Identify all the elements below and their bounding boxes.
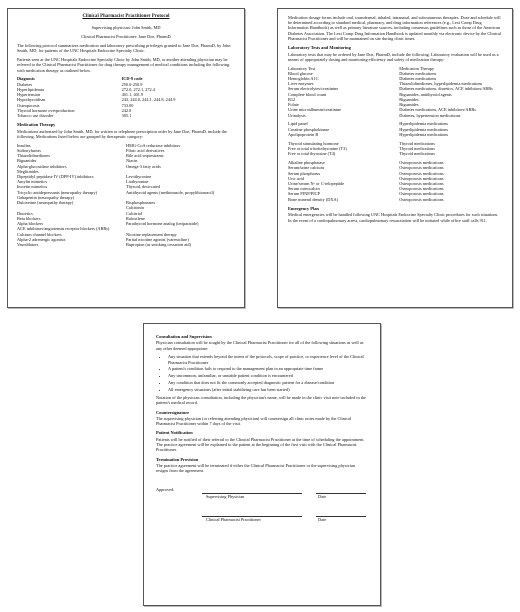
medication-row-col1: Alpha-2 adrenergic agonists bbox=[17, 236, 66, 242]
lab-row-col1: Creatine phosphokinase bbox=[288, 126, 330, 132]
lab-row-col1: Hemoglobin A1C bbox=[288, 75, 319, 81]
lab-row-col2: Thyroid medications bbox=[399, 145, 435, 151]
medication-row-col2: Levothyroxine bbox=[126, 174, 152, 179]
lab-therapy-header: Medication Therapy bbox=[399, 65, 435, 71]
medication-row-col2: Partial nicotine agonist (varenicline) bbox=[126, 236, 189, 242]
document-title: Clinical Pharmacist Practitioner Protocol bbox=[82, 14, 170, 19]
consultation-bullet: • A patient's condition fails to respond to the management plan in an appropriate time frame bbox=[168, 366, 368, 371]
lab-row-col2: Osteoporosis medications bbox=[399, 175, 444, 181]
diagnosis-row-col2: 305.1 bbox=[121, 113, 132, 119]
signature-block bbox=[156, 487, 368, 521]
medication-row-col1: Gabapentin (neuropathy therapy) bbox=[17, 194, 75, 200]
lab-row-col1: Bone mineral density (DXA) bbox=[288, 196, 338, 202]
lab-row-col1: Alkaline phosphatase bbox=[288, 160, 325, 166]
supervising-physician-line: Supervising physician: John Smith, MD bbox=[91, 24, 161, 30]
lab-row-col2: Osteoporosis medications bbox=[399, 186, 444, 192]
medication-row-col2: Omega-3 fatty acids bbox=[126, 163, 161, 169]
medication-row-col1: Calcium channel blockers bbox=[17, 231, 62, 237]
lab-row-col2: Diabetes medications bbox=[399, 70, 437, 76]
lab-row-col1: Serum PINP/PICP bbox=[288, 191, 320, 197]
diagnosis-row-col2: 272.0, 272.1, 272.4 bbox=[121, 86, 155, 92]
lab-group bbox=[288, 160, 502, 202]
lab-row-col1: Apolipoprotein B bbox=[288, 131, 319, 137]
lab-row bbox=[288, 113, 502, 118]
lab-row-col1: Blood glucose bbox=[288, 70, 313, 76]
diagnosis-table bbox=[17, 82, 235, 119]
lab-row-col2: Thyroid medications bbox=[399, 151, 435, 157]
medication-row-col1: Biguanides bbox=[17, 158, 37, 164]
medication-row-col1: Alpha-glucosidase inhibitors bbox=[17, 163, 67, 169]
medication-row-col1: Meglitinides bbox=[17, 168, 39, 174]
medication-category-list bbox=[17, 143, 235, 248]
medication-row-col2: Liothyronine bbox=[126, 179, 149, 185]
lab-row-col1: Folate bbox=[288, 102, 299, 108]
lab-row-col1: Urinalysis bbox=[288, 112, 306, 118]
dosage-paragraph: Medication dosage forms include oral, transdermal, inhaled, intranasal, and subcutaneous therapies. Dose and schedule will be determined according to standard medical, pharmacy, and drug information references (e.g., Lexi Comp Drug Information Handbook) as well as primary literature sources, including consensus guidelines such as those of the American Diabetes Association. The Lexi Comp Drug Information Handbook is updated monthly via electronic device by the Clinical Pharmacist Practitioner and will be maintained on site during clinic times. bbox=[288, 15, 501, 41]
lab-row-col1: Urine microalbumin/creatinine bbox=[288, 107, 342, 113]
consultation-heading: Consultation and Supervision bbox=[156, 334, 212, 339]
emergency-plan-text: Medical emergencies will be handled following UNC Hospitals Endocrine Specialty Clinic procedures for such situations. In the event of a cardiopulmonary arrest, cardiopulmonary resuscitation will be initiated while office staff calls 911. bbox=[288, 212, 499, 223]
medication-row-col1: Dipeptidyl peptidase IV (DPP-IV) inhibitors bbox=[17, 174, 94, 179]
medication-row-col1: Sulfonylureas bbox=[17, 147, 41, 153]
termination-text: The practice agreement will be terminated if either the Clinical Pharmacist Practitioner or the supervising physician resigns from the agreement. bbox=[156, 462, 355, 474]
medication-row-col2: Niacin bbox=[126, 158, 138, 164]
lab-row-col1: Urine/serum N- or C-telopeptide bbox=[288, 180, 345, 186]
lab-row-col2: Hyperlipidemia medications bbox=[399, 126, 449, 132]
medication-row-col2: Bupropion (as smoking cessation aid) bbox=[126, 242, 191, 248]
countersignature-heading: Countersignature bbox=[156, 409, 190, 415]
medication-row-col2: Calcitonin bbox=[126, 205, 144, 211]
lab-row-col1: Free or total triiodothyronine (T3) bbox=[288, 145, 347, 151]
icd9-header: ICD-9 code bbox=[121, 76, 143, 82]
lab-row-col2: Diabetes medications bbox=[399, 75, 437, 81]
consultation-bullet-list bbox=[156, 354, 368, 392]
lab-row-col2: Osteoporosis medications bbox=[399, 170, 444, 176]
medication-row-col2: Bile acid sequestrants bbox=[126, 153, 164, 159]
medication-row-col1: Beta blockers bbox=[17, 215, 41, 221]
protocol-page-3 bbox=[143, 323, 381, 606]
patient-notification-heading: Patient Notification bbox=[156, 430, 193, 436]
practitioner-line: Clinical Pharmacist Practitioner: Jane Doe, PharmD bbox=[81, 33, 171, 39]
physician-signature-label: Supervising Physician bbox=[206, 494, 245, 500]
lab-row-col2: Thyroid medications bbox=[399, 140, 435, 146]
medication-row-col2: Thyroid, desiccated bbox=[126, 184, 160, 190]
medication-row-col1: Amylin mimetics bbox=[17, 179, 47, 185]
medication-row-col2: HMG-CoA reductase inhibitors bbox=[126, 142, 181, 148]
medication-row-col1: Alpha blockers bbox=[17, 221, 44, 227]
diagnosis-row-col2: 733.00 bbox=[121, 102, 134, 108]
medication-row-col2: Antithyroid agents (methimazole, propylthiouracil) bbox=[126, 189, 215, 195]
lab-row-col1: Serum phosphorus bbox=[288, 170, 321, 176]
lab-row-col1: B12 bbox=[288, 96, 296, 102]
diagnosis-row-col2: 243, 244.0, 244.1, 244.8, 244.9 bbox=[121, 97, 176, 103]
diagnosis-row-col1: Tobacco use disorder bbox=[17, 113, 54, 119]
lab-row bbox=[288, 132, 502, 137]
lab-row-col1: Uric acid bbox=[288, 175, 304, 181]
lab-row-col2: Diabetes medications, ACE inhibitors/ARBs bbox=[399, 107, 476, 113]
medication-row-col1: Diuretics bbox=[17, 210, 33, 216]
diagnosis-row-col1: Osteoporosis bbox=[17, 102, 40, 108]
diagnosis-row bbox=[17, 113, 235, 118]
medication-row bbox=[17, 242, 235, 247]
consultation-bullet: • Any condition that does not fit the commonly accepted diagnostic pattern for a disease/condition bbox=[168, 380, 368, 385]
lab-group bbox=[288, 71, 502, 118]
referral-paragraph: Patients seen at the UNC Hospitals Endocrine Specialty Clinic by John Smith, MD, or another attending physician may be referred to the Clinical Pharmacist Practitioner for drug therapy management of medical conditions including the following, with medication therapy as outlined below. bbox=[17, 57, 231, 73]
lab-row-col2: Hyperlipidemia medications bbox=[399, 131, 449, 137]
medication-row-col1: Incretin mimetics bbox=[17, 184, 48, 190]
lab-row-col2: Biguanides bbox=[399, 96, 419, 102]
lab-row-col2: Diabetes, hypertension medications bbox=[399, 112, 461, 118]
medication-row-col1: Tricyclic antidepressants (neuropathy therapy) bbox=[17, 189, 97, 195]
approved-label: Approved: bbox=[156, 487, 175, 493]
lab-row-col1: Serum osteocalcin bbox=[288, 186, 320, 192]
medication-row-col2: Raloxifene bbox=[126, 215, 145, 221]
consultation-bullet: • Any uncommon, unfamiliar, or unstable patient condition is encountered bbox=[168, 373, 368, 378]
lab-row-col1: Thyroid stimulating hormone bbox=[288, 140, 339, 146]
lab-row-col1: Free or total thyroxine (T4) bbox=[288, 151, 336, 157]
lab-row bbox=[288, 151, 502, 156]
diagnosis-row-col2: 401.1, 401.9 bbox=[121, 92, 144, 98]
diagnosis-row-col1: Hyperlipidemia bbox=[17, 86, 44, 92]
lab-row-col2: Osteoporosis medications bbox=[399, 196, 444, 202]
consultation-bullet: • Any situation that extends beyond the intent of the protocols, scope of practice, or experience level of the Clinical Pharmacist Practitioner bbox=[168, 354, 368, 364]
medication-row-col1: ACE inhibitors/angiotensin receptor blockers (ARBs) bbox=[17, 226, 110, 232]
emergency-plan-heading: Emergency Plan bbox=[288, 205, 319, 211]
lab-row-col1: Serum electrolytes/creatinine bbox=[288, 86, 339, 92]
physician-date-label: Date bbox=[318, 494, 327, 500]
medication-row-col2: Bisphosphonates bbox=[126, 200, 156, 206]
termination-heading: Termination Provision bbox=[156, 456, 199, 462]
lab-row-col1: Complete blood count bbox=[288, 91, 327, 97]
diagnosis-row-col1: Thyroid hormone overproduction bbox=[17, 107, 75, 113]
intro-paragraph: The following protocol summarizes medication and laboratory prescribing privileges granted to Jane Doe, PharmD, by John Smith, MD, for patients of the UNC Hospitals Endocrine Specialty Clinic. bbox=[17, 43, 231, 54]
lab-row-col2: Biguanides, antithyroid agents bbox=[399, 91, 452, 97]
lab-row-col2: Hyperlipidemia medications bbox=[399, 121, 449, 127]
lab-row-col2: Osteoporosis medications bbox=[399, 180, 444, 186]
consultation-bullet: • All emergency situations (after initial stabilizing care has been started) bbox=[168, 387, 368, 392]
lab-table bbox=[288, 71, 502, 202]
lab-row bbox=[288, 197, 502, 202]
diagnosis-row-col1: Diabetes bbox=[17, 81, 33, 87]
diagnosis-row-col2: 250.0-250.9 bbox=[121, 81, 143, 87]
lab-row-col2: Osteoporosis medications bbox=[399, 165, 444, 171]
lab-row-col1: Serum/urine calcium bbox=[288, 165, 324, 171]
medication-row-col1: Insulins bbox=[17, 142, 31, 148]
diagnosis-row-col1: Hypertension bbox=[17, 92, 41, 98]
diagnosis-row-col2: 242.8 bbox=[121, 107, 132, 113]
lab-test-header: Laboratory Test bbox=[288, 65, 316, 71]
countersignature-text: The supervising physician (or referring attending physician) will countersign all clinic notes made by the Clinical Pharmacist Practitioner within 7 days of the visit. bbox=[156, 415, 352, 427]
protocol-page-1 bbox=[7, 8, 245, 308]
consultation-intro: Physician consultation will be sought by the Clinical Pharmacist Practitioner for all of the following situations as well as any other deemed appropriate: bbox=[156, 340, 364, 351]
lab-row-col2: Osteoporosis medications bbox=[399, 160, 444, 166]
lab-row-col2: Biguanides bbox=[399, 102, 419, 108]
medication-row-col1: Vasodilators bbox=[17, 242, 39, 248]
diagnosis-header: Diagnosis bbox=[17, 76, 35, 82]
lab-row-col1: Liver enzymes bbox=[288, 81, 314, 87]
medication-intro: Medications authorized by John Smith, MD, for written or telephone prescription order by Jane Doe, PharmD, include the following. Medications listed below are grouped by therapeutic category: bbox=[17, 128, 227, 139]
practitioner-signature-label: Clinical Pharmacist Practitioner bbox=[206, 516, 261, 522]
lab-row-col2: Osteoporosis medications bbox=[399, 191, 444, 197]
lab-group bbox=[288, 141, 502, 157]
medication-row-col2: Nicotine replacement therapy bbox=[126, 231, 177, 237]
lab-intro: Laboratory tests that may be ordered by Jane Doe, PharmD, include the following. Laboratory evaluation will be used as a means of appropriately dosing and monitoring efficiency and safety of medication therapy: bbox=[288, 51, 499, 62]
lab-row-col2: Thiazolidinediones, hyperlipidemia medications bbox=[399, 81, 483, 87]
practitioner-date-label: Date bbox=[318, 516, 327, 522]
medication-row-col1: Duloxetine (neuropathy therapy) bbox=[17, 200, 74, 206]
medication-row-col2: Fibric acid derivatives bbox=[126, 147, 165, 153]
lab-tests-heading: Laboratory Tests and Monitoring bbox=[288, 45, 351, 51]
protocol-page-2 bbox=[277, 8, 513, 308]
notation-paragraph: Notation of the physician consultation, including the physician's name, will be made in the clinic visit note included in the patient's medical record. bbox=[156, 395, 366, 406]
lab-row-col1: Lipid panel bbox=[288, 121, 308, 127]
diagnosis-row-col1: Hypothyroidism bbox=[17, 97, 46, 103]
lab-row-col2: Diabetes medications, diuretics, ACE inhibitors/ARBs bbox=[399, 86, 493, 92]
lab-group bbox=[288, 121, 502, 137]
medication-row-col1: Thiazolidinediones bbox=[17, 153, 50, 159]
medication-therapy-heading: Medication Therapy bbox=[17, 122, 56, 128]
patient-notification-text: Patients will be notified of their referral to the Clinical Pharmacist Practitioner at the time of scheduling the appointment. The practice agreement will be explained to the patient at the beginning of the first visit with the Clinical Pharmacist Practitioner. bbox=[156, 436, 365, 453]
medication-row-col2: Calcitriol bbox=[126, 210, 143, 216]
medication-row-col2: Parathyroid hormone analog (teriparatide) bbox=[126, 221, 199, 227]
